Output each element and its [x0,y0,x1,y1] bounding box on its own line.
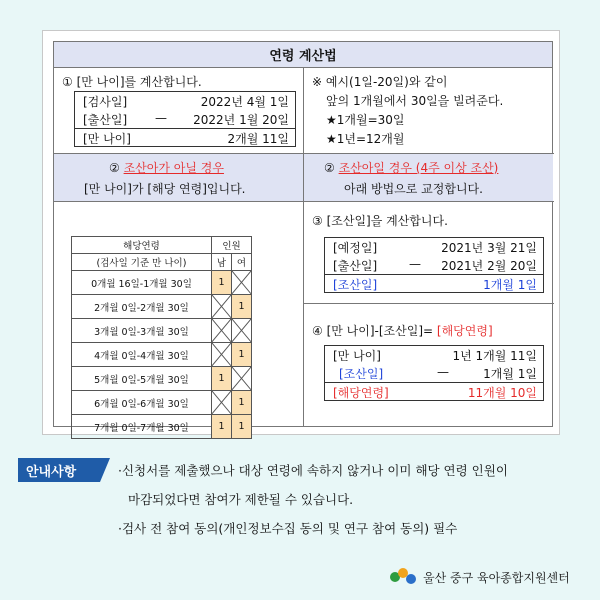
notice-line: ·검사 전 참여 동의(개인정보수집 동의 및 연구 참여 동의) 필수 [118,521,458,536]
row-divider [54,201,554,202]
section1-row: [만 나이] 2개월 11일 [75,128,295,146]
section1-heading: ① [만 나이]를 계산합니다. [62,75,202,89]
notice-line: 마감되었다면 참여가 제한될 수 있습니다. [128,492,354,507]
age-table [71,236,252,439]
section4-row: [만 나이] 1년 1개월 11일 [333,349,537,363]
example-line: ※ 예시(1일-20일)와 같이 [312,75,448,89]
table-header-age-sub: (검사일 기준 만 나이) [72,254,212,271]
age-range-label: 5개월 0일-5개월 30일 [72,367,212,391]
section2-heading: ② 조산아가 아닐 경우 [109,161,224,175]
closed-slot-icon [212,391,232,415]
section3-box [324,237,544,293]
age-range-label: 2개월 0일-2개월 30일 [72,295,212,319]
table-row [72,319,252,343]
male-count: 1 [212,271,232,295]
section2b-heading: ② 조산아일 경우 (4주 이상 조산) [324,161,499,175]
example-line: ★1개월=30일 [326,113,405,127]
age-range-label: 6개월 0일-6개월 30일 [72,391,212,415]
table-row [72,415,252,439]
example-line: 앞의 1개월에서 30일을 빌려준다. [326,94,504,108]
section3-row: [조산일] 1개월 1일 [325,274,543,292]
table-header-female: 여 [232,254,252,271]
notice-badge: 안내사항 [18,458,100,482]
column-divider [303,67,304,426]
notice-line: ·신청서를 제출했으나 대상 연령에 속하지 않거나 이미 해당 연령 인원이 [118,463,508,478]
table-row [72,391,252,415]
table-row [72,367,252,391]
female-count: 1 [232,391,252,415]
closed-slot-icon [232,271,252,295]
table-row [72,295,252,319]
table-header-male: 남 [212,254,232,271]
female-count: 1 [232,295,252,319]
section3-heading: ③ [조산일]을 계산합니다. [312,214,448,228]
section4-row: [조산일] — 1개월 1일 [339,365,537,381]
age-range-label: 4개월 0일-4개월 30일 [72,343,212,367]
section4-heading: ④ [만 나이]-[조산일]= [해당연령] [312,324,493,338]
table-row [72,271,252,295]
closed-slot-icon [232,319,252,343]
female-count: 1 [232,415,252,439]
age-calc-card [42,30,560,435]
section3-row: [출산일] — 2021년 2월 20일 [333,257,537,273]
closed-slot-icon [232,367,252,391]
center-name: 울산 중구 육아종합지원센터 [423,570,570,585]
section1-box [74,91,296,147]
page-title: 연령 계산법 [53,41,553,68]
male-count: 1 [212,415,232,439]
footer [390,568,570,586]
example-line: ★1년=12개월 [326,132,405,146]
section4-row: [해당연령] 11개월 10일 [325,382,543,400]
section1-row: [검사일] 2022년 4월 1일 [83,95,289,109]
section2b-text: 아래 방법으로 교정합니다. [344,182,483,196]
closed-slot-icon [212,343,232,367]
age-range-label: 7개월 0일-7개월 30일 [72,415,212,439]
section1-row: [출산일] — 2022년 1월 20일 [83,111,289,127]
female-count: 1 [232,343,252,367]
age-range-label: 0개월 16일-1개월 30일 [72,271,212,295]
closed-slot-icon [212,295,232,319]
table-row [72,343,252,367]
male-count: 1 [212,367,232,391]
center-logo-icon [390,568,418,586]
table-header-count: 인원 [212,237,252,254]
row-divider [304,303,554,304]
section4-box [324,345,544,401]
age-range-label: 3개월 0일-3개월 30일 [72,319,212,343]
section2-text: [만 나이]가 [해당 연령]입니다. [84,182,246,196]
table-header-age: 해당연령 [72,237,212,254]
section3-row: [예정일] 2021년 3월 21일 [333,241,537,255]
closed-slot-icon [212,319,232,343]
